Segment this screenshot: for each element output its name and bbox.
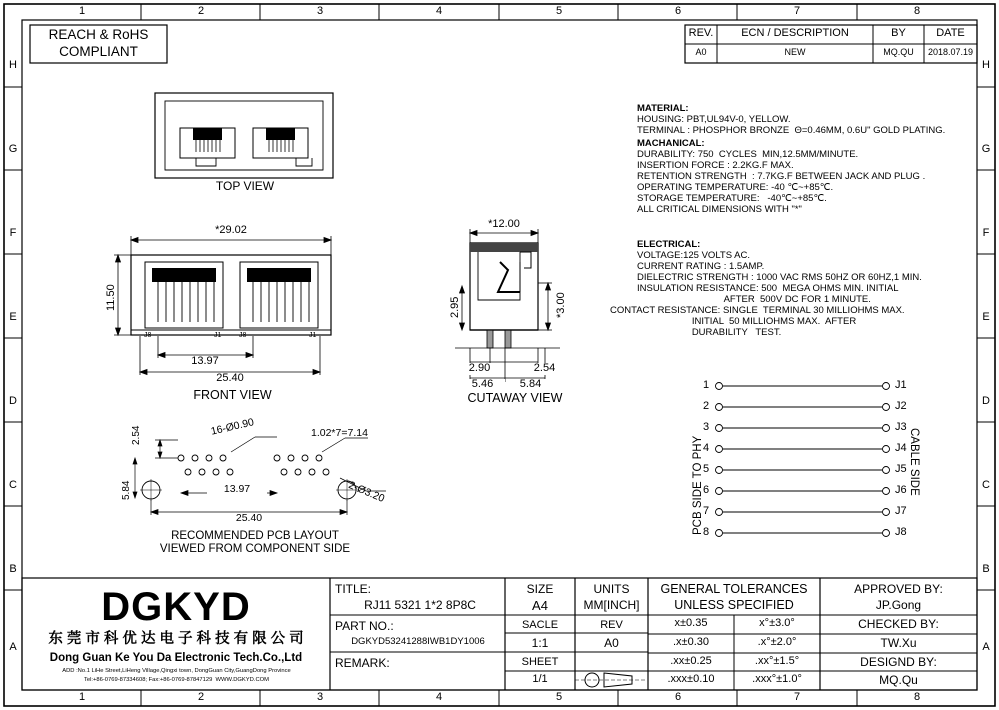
notes-electrical-4: INSULATION RESISTANCE: 500 MEGA OHMS MIN. INITIAL xyxy=(637,283,899,294)
row-label-right-g: G xyxy=(981,143,991,155)
col-label-top-4: 4 xyxy=(435,5,443,17)
dim-side-d3: 5.46 xyxy=(460,379,505,391)
row-label-right-f: F xyxy=(982,227,990,239)
row-label-left-g: G xyxy=(8,143,18,155)
rev-label: REV xyxy=(600,619,623,631)
col-label-top-8: 8 xyxy=(913,5,921,17)
tolerance-lin-2: .x±0.30 xyxy=(672,636,709,648)
notes-electrical-5: AFTER 500V DC FOR 1 MINUTE. xyxy=(637,294,871,305)
col-label-bottom-6: 6 xyxy=(674,691,682,703)
size-value: A4 xyxy=(532,598,548,613)
col-label-bottom-2: 2 xyxy=(197,691,205,703)
row-label-left-b: B xyxy=(9,563,17,575)
company-name-en: Dong Guan Ke You Da Electronic Tech.Co.,Ltd xyxy=(49,652,303,664)
notes-electrical-1: VOLTAGE:125 VOLTS AC. xyxy=(637,250,750,261)
notes-mechanical-4: OPERATING TEMPERATURE: -40 ℃~+85℃. xyxy=(637,182,834,193)
rev-value: A0 xyxy=(604,636,619,650)
tolerance-lin-4: .xxx±0.10 xyxy=(667,673,715,685)
row-label-right-h: H xyxy=(982,59,990,71)
row-label-left-f: F xyxy=(9,227,17,239)
checked-value: TW.Xu xyxy=(880,636,917,650)
notes-electrical-6: CONTACT RESISTANCE: SINGLE TERMINAL 30 MILLIOHMS MAX. xyxy=(610,305,905,316)
compliance-line2: COMPLIANT xyxy=(59,44,138,59)
col-label-bottom-4: 4 xyxy=(435,691,443,703)
schematic-left-pin-6: 6 xyxy=(703,484,710,496)
units-label: UNITS xyxy=(593,582,630,596)
company-contact: Tel:+86-0769-87334608; Fax:+86-0769-87847129 WWW.DGKYD.COM xyxy=(84,677,269,683)
dim-front-height: 11.50 xyxy=(105,284,117,311)
col-label-bottom-1: 1 xyxy=(78,691,86,703)
pin-label-j1-right: J1 xyxy=(309,332,317,339)
row-label-left-c: C xyxy=(9,479,17,491)
tolerance-lin-1: x±0.35 xyxy=(674,617,708,629)
schematic-right-pin-j1: J1 xyxy=(895,379,907,391)
dim-front-pitch: 13.97 xyxy=(175,356,235,368)
notes-material-2: TERMINAL : PHOSPHOR BRONZE Θ=0.46MM, 0.6U" GOLD PLATING. xyxy=(637,125,946,136)
tolerance-ang-1: x°±3.0° xyxy=(759,617,795,629)
col-label-bottom-7: 7 xyxy=(793,691,801,703)
col-label-top-6: 6 xyxy=(674,5,682,17)
compliance-line1: REACH & RoHS xyxy=(48,27,149,42)
designd-label: DESIGND BY: xyxy=(860,655,937,669)
col-label-top-2: 2 xyxy=(197,5,205,17)
notes-mechanical-1: DURABILITY: 750 CYCLES MIN,12.5MM/MINUTE. xyxy=(637,149,859,160)
title-value: RJ11 5321 1*2 8P8C xyxy=(364,598,476,612)
rev-header-date: DATE xyxy=(936,27,965,39)
pin-label-j8-left: J8 xyxy=(144,332,152,339)
approved-value: JP.Gong xyxy=(875,598,922,612)
col-label-top-1: 1 xyxy=(78,5,86,17)
schematic-right-pin-j3: J3 xyxy=(895,421,907,433)
scale-value: 1:1 xyxy=(531,636,549,650)
pcb-layout-label-2: VIEWED FROM COMPONENT SIDE xyxy=(159,543,351,555)
notes-mechanical-6: ALL CRITICAL DIMENSIONS WITH "*" xyxy=(637,204,802,215)
schematic-left-pin-5: 5 xyxy=(703,463,710,475)
row-label-right-a: A xyxy=(982,641,990,653)
col-label-top-7: 7 xyxy=(793,5,801,17)
col-label-bottom-5: 5 xyxy=(555,691,563,703)
notes-mechanical-5: STORAGE TEMPERATURE: -40℃~+85℃. xyxy=(637,193,827,204)
company-address: ADD :No.1 LiHe Street,LiHeng Village,Qingxi town, DongGuan City,GuangDong Province xyxy=(62,668,291,674)
rev-cell-rev: A0 xyxy=(695,47,707,57)
pcb-layout-label-1: RECOMMENDED PCB LAYOUT xyxy=(171,530,339,542)
dim-pcb-254: 2.54 xyxy=(131,425,142,445)
rev-header-by: BY xyxy=(891,27,906,39)
schematic-right-pin-j4: J4 xyxy=(895,442,907,454)
dim-pcb-mount: 2-Ø3.20 xyxy=(346,479,387,505)
notes-electrical-7: INITIAL 50 MILLIOHMS MAX. AFTER xyxy=(610,316,857,327)
dim-side-d2: 2.54 xyxy=(522,363,567,375)
company-name-cn: 东 莞 市 科 优 达 电 子 科 技 有 限 公 司 xyxy=(48,631,304,647)
dim-side-width: *12.00 xyxy=(488,218,520,230)
notes-material-title: MATERIAL: xyxy=(637,103,689,114)
notes-electrical-3: DIELECTRIC STRENGTH : 1000 VAC RMS 50HZ OR 60HZ,1 MIN. xyxy=(637,272,922,283)
notes-electrical-title: ELECTRICAL: xyxy=(637,239,701,250)
scale-label: SACLE xyxy=(521,619,559,631)
schematic-left-pin-3: 3 xyxy=(703,421,710,433)
partno-value: DGKYD53241288IWB1DY1006 xyxy=(351,636,485,647)
schematic-right-pin-j2: J2 xyxy=(895,400,907,412)
dim-front-width: *29.02 xyxy=(215,224,247,236)
pin-label-j8-right: J8 xyxy=(239,332,247,339)
tolerance-lin-3: .xx±0.25 xyxy=(670,655,712,667)
row-label-right-e: E xyxy=(982,311,990,323)
pin-label-j1-left: J1 xyxy=(214,332,222,339)
row-label-right-d: D xyxy=(982,395,990,407)
notes-electrical-2: CURRENT RATING : 1.5AMP. xyxy=(637,261,765,272)
approved-label: APPROVED BY: xyxy=(854,582,943,596)
schematic-right-pin-j8: J8 xyxy=(895,526,907,538)
row-label-left-d: D xyxy=(9,395,17,407)
schematic-left-pin-1: 1 xyxy=(703,379,710,391)
dim-side-h1: 2.95 xyxy=(449,296,461,318)
dim-pcb-584: 5.84 xyxy=(121,480,132,500)
schematic-left-pin-2: 2 xyxy=(703,400,710,412)
dim-side-d1: 2.90 xyxy=(457,363,502,375)
row-label-left-h: H xyxy=(9,59,17,71)
dim-front-total: 25.40 xyxy=(200,373,260,385)
schematic-right-pin-j5: J5 xyxy=(895,463,907,475)
tolerance-title-1: GENERAL TOLERANCES xyxy=(660,582,808,596)
col-label-bottom-8: 8 xyxy=(913,691,921,703)
remark-label: REMARK: xyxy=(335,656,390,670)
designd-value: MQ.Qu xyxy=(879,673,918,687)
notes-mechanical-3: RETENTION STRENGTH : 7.7KG.F BETWEEN JACK AND PLUG . xyxy=(637,171,926,182)
schematic-right-label: CABLE SIDE xyxy=(908,428,920,496)
rev-cell-by: MQ.QU xyxy=(883,47,914,57)
dim-pcb-holes: 16-Ø0.90 xyxy=(209,416,256,438)
tolerance-ang-3: .xx°±1.5° xyxy=(754,655,800,667)
row-label-left-a: A xyxy=(9,641,17,653)
logo: DGKYD xyxy=(101,585,251,629)
dim-pcb-pitch: 1.02*7=7.14 xyxy=(311,427,368,439)
partno-label: PART NO.: xyxy=(335,619,394,633)
row-label-right-b: B xyxy=(982,563,990,575)
front-view-label: FRONT VIEW xyxy=(193,388,272,402)
checked-label: CHECKED BY: xyxy=(858,617,939,631)
top-view-label: TOP VIEW xyxy=(215,179,275,193)
schematic-right-pin-j7: J7 xyxy=(895,505,907,517)
tolerance-ang-4: .xxx°±1.0° xyxy=(752,673,802,685)
tolerance-ang-2: .x°±2.0° xyxy=(757,636,797,648)
dim-side-h2: *3.00 xyxy=(555,292,567,318)
dim-pcb-1397: 13.97 xyxy=(207,484,267,495)
col-label-top-5: 5 xyxy=(555,5,563,17)
tolerance-title-2: UNLESS SPECIFIED xyxy=(674,598,794,612)
rev-cell-date: 2018.07.19 xyxy=(927,47,974,57)
schematic-left-pin-8: 8 xyxy=(703,526,710,538)
notes-mechanical-2: INSERTION FORCE : 2.2KG.F MAX. xyxy=(637,160,794,171)
col-label-bottom-3: 3 xyxy=(316,691,324,703)
rev-cell-desc: NEW xyxy=(784,47,806,57)
rev-header-rev: REV. xyxy=(688,27,714,39)
dim-side-d4: 5.84 xyxy=(508,379,553,391)
notes-material-1: HOUSING: PBT,UL94V-0, YELLOW. xyxy=(637,114,791,125)
schematic-left-pin-7: 7 xyxy=(703,505,710,517)
size-label: SIZE xyxy=(526,582,554,596)
row-label-left-e: E xyxy=(9,311,17,323)
schematic-left-pin-4: 4 xyxy=(703,442,710,454)
rev-header-desc: ECN / DESCRIPTION xyxy=(741,27,849,39)
schematic-left-label: PCB SIDE TO PHY xyxy=(692,435,704,535)
units-value: MM[INCH] xyxy=(583,598,640,612)
notes-mechanical-title: MACHANICAL: xyxy=(637,138,705,149)
dim-pcb-2540: 25.40 xyxy=(219,513,279,524)
cutaway-view-label: CUTAWAY VIEW xyxy=(467,391,563,405)
schematic-right-pin-j6: J6 xyxy=(895,484,907,496)
sheet-label: SHEET xyxy=(521,656,559,668)
row-label-right-c: C xyxy=(982,479,990,491)
sheet-value: 1/1 xyxy=(532,673,548,685)
notes-electrical-8: DURABILITY TEST. xyxy=(610,327,782,338)
col-label-top-3: 3 xyxy=(316,5,324,17)
title-label: TITLE: xyxy=(335,582,372,596)
